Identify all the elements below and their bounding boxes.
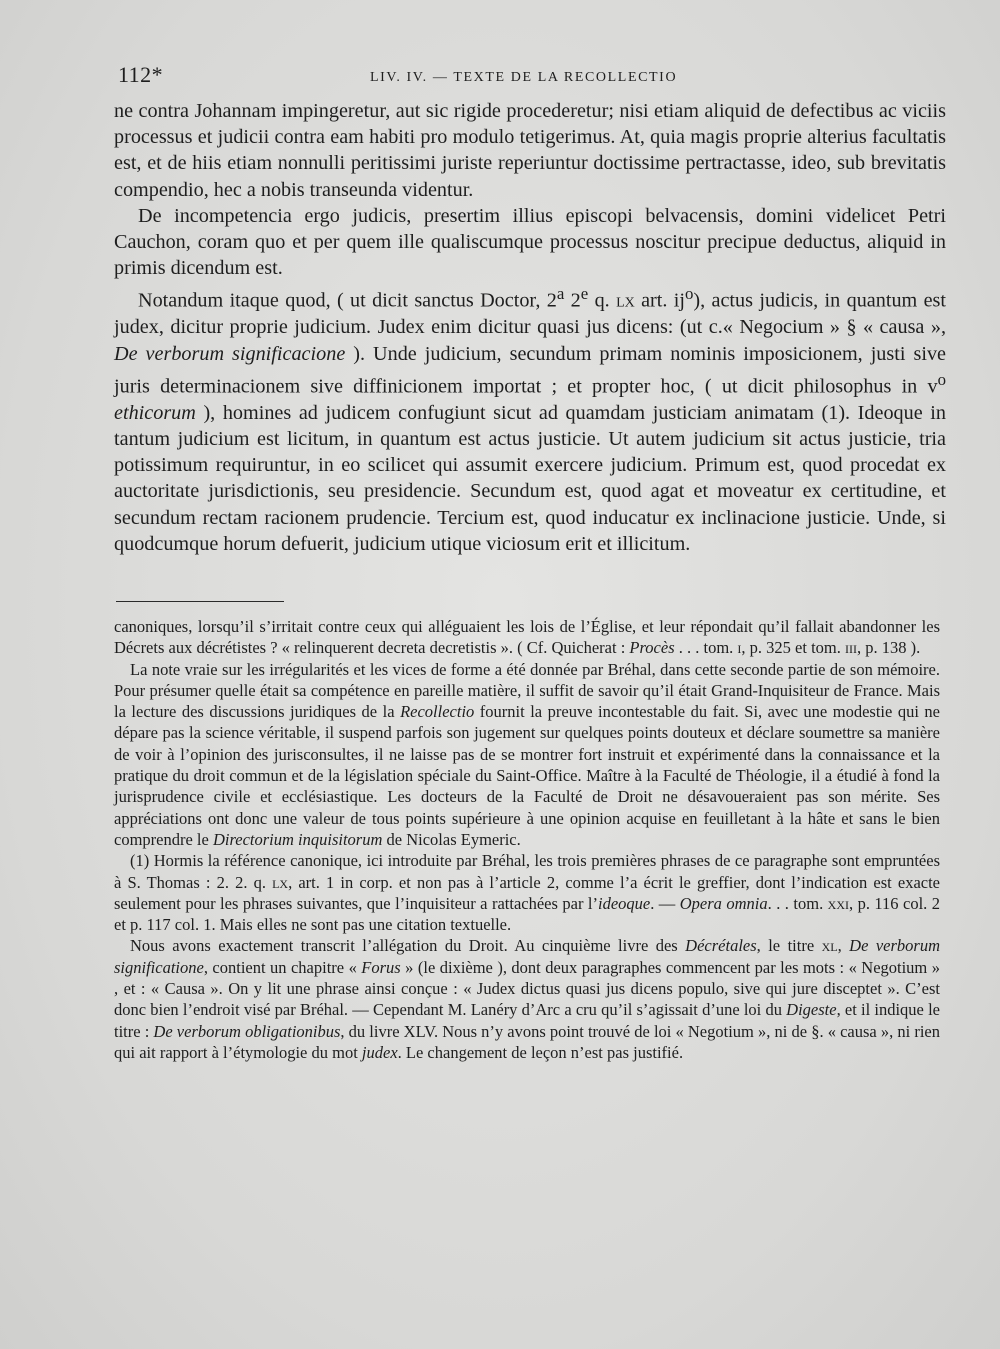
- p3-text: ). Unde judicium, secundum primam nominis imposicionem, justi sive juris determinacionem sive diffinicionem importat ; et propter hoc, ( ut dicit philosophus in v: [114, 342, 946, 398]
- p3-roman-numeral: lx: [616, 290, 635, 313]
- note-italic: Digeste: [786, 1000, 837, 1020]
- page-number: 112*: [118, 62, 164, 87]
- note-text: » (le dixième ), dont deux paragraphes commencent par les mots : « Negotium » , et : « Causa ». On y lit une phrase ainsi conçue : « Judex dictus quasi jus dicens populo, sive qui jure disceptet ». C’est donc bien l’endroit visé par Bréhal. — Cependant M. Lanéry d’Arc a cru qu’il s’agissait d’une loi du: [114, 957, 940, 1020]
- note-italic: Procès: [629, 638, 675, 658]
- note-text: . . . tom.: [674, 638, 738, 658]
- note-text: Nous avons exactement transcrit l’allégation du Droit. Au cinquième livre des: [130, 936, 686, 956]
- note-text: , contient un chapitre «: [203, 957, 362, 977]
- note-text: , art. 1 in corp. et non pas à l’article 2, comme l’a écrit le greffier, dont l’indication est exacte seulement pour les phrases suivantes, que l’inquisiteur a rattachées par l’: [114, 872, 940, 913]
- note-italic: Opera omnia: [679, 893, 768, 913]
- main-paragraph-2-text: De incompetencia ergo judicis, presertim illius episcopi belvacensis, domini videlicet Petri Cauchon, coram quo et per quem ille qualiscumque processus noscitur precipue deductus, aliquid in primis dicendum est.: [114, 204, 946, 280]
- footnote-divider: [116, 601, 284, 602]
- footnote-continuation: [114, 616, 940, 659]
- note-text: . Le changement de leçon n’est pas justifié.: [397, 1042, 684, 1062]
- note-italic: De verborum significatione: [114, 936, 941, 977]
- p3-text: ), homines ad judicem confugiunt sicut ad quamdam justiciam animatam (1). Ideoque in tantum judicium est licitum, in quantum est actus justicie. Ut autem judicium sit actus justicie, tria potissimum requiruntur, in eo scilicet qui assumit exercere judicium. Primum est, quod procedat ex auctoritate jurisdictionis, seu presidencie. Secundum est, quod agat et moveatur ex certitudine, et secundum rectam racionem prudencie. Tercium est, quod inducatur ex inclinacione justicie. Unde, si quodcumque horum defuerit, judicium utique viciosum erit et illicitum.: [114, 401, 946, 555]
- note-italic: De verborum obligationibus: [153, 1021, 341, 1041]
- main-text: [114, 98, 946, 557]
- footnote-paragraph: [114, 935, 940, 1063]
- p3-superscript: a: [556, 284, 565, 304]
- note-italic: Forus: [361, 957, 401, 977]
- note-italic: Recollectio: [400, 702, 475, 722]
- note-text: fournit la preuve incontestable du fait. Si, avec une modestie qui ne dépare pas la science véritable, il suspend parfois son jugement sur quelques points douteux et déclare soumettre sa manière de voir à l’opinion des jurisconsultes, il ne laisse pas de se montrer fort instruit et expérimenté dans la connaissance et la pratique du droit commun et de la législation spéciale du Saint-Office. Maître à la Faculté de Théologie, il a étudié à fond la jurisprudence civile et ecclésiastique. Les docteurs de la Faculté de Droit ne désavoueraient pas son mérite. Ses appréciations ont donc une valeur de tous points supérieure à une opinion acquise en feuilletant à la hâte et sans le bien comprendre le: [114, 702, 941, 849]
- p3-italic: De verborum significacione: [114, 342, 346, 365]
- main-paragraph-2: [114, 203, 946, 282]
- note-italic: ideoque: [597, 893, 651, 913]
- note-italic: Décrétales: [685, 936, 757, 956]
- p3-text: 2: [564, 290, 581, 313]
- note-text: , le titre: [756, 936, 822, 956]
- p3-superscript: o: [684, 284, 694, 304]
- note-roman-numeral: xl: [821, 936, 838, 956]
- p3-text: q.: [588, 290, 617, 313]
- note-text: , et il indique le titre :: [114, 1000, 940, 1041]
- p3-superscript: o: [937, 369, 946, 389]
- p3-text: ), actus judicis, in quantum est judex, dicitur proprie judicium. Judex enim dicitur quasi jus dicens: (ut c.« Negocium » § « causa »,: [114, 290, 947, 339]
- note-text: . —: [650, 893, 680, 913]
- note-roman-numeral: lx: [272, 872, 289, 892]
- note-text: ,: [837, 936, 850, 956]
- main-paragraph-1-text: ne contra Johannam impingeretur, aut sic rigide procederetur; nisi etiam aliquid de defectibus ac viciis processus et judicii contra eam habiti pro modulo tetigerimus. At, quia magis proprie alterius facultatis est, et de hiis etiam nonnulli peritissimi juriste reperiuntur doctissime pertractasse, ideo, sub brevitatis compendio, hec a nobis transeunda videntur.: [114, 100, 946, 201]
- footnote-paragraph: [114, 659, 940, 851]
- running-head: LIV. IV. — TEXTE DE LA RECOLLECTIO: [370, 70, 678, 85]
- note-roman-numeral: xxi: [827, 893, 849, 913]
- footnotes: [114, 616, 940, 1063]
- note-text: . . . tom.: [767, 893, 828, 913]
- note-roman-numeral: i: [737, 638, 742, 658]
- main-paragraph-3: [114, 281, 946, 557]
- note-text: , du livre XLV. Nous n’y avons point trouvé de loi « Negotium », ni de §. « causa », ni rien qui ait rapport à l’étymologie du mot: [114, 1021, 940, 1062]
- note-text: , p. 138 ).: [857, 638, 921, 658]
- note-italic: Directorium inquisitorum: [212, 829, 383, 849]
- page-header: [118, 58, 930, 88]
- main-paragraph-1: [114, 98, 946, 203]
- note-text: (1) Hormis la référence canonique, ici introduite par Bréhal, les trois premières phrases de ce paragraphe sont empruntées à S. Thomas : 2. 2. q.: [114, 851, 940, 892]
- note-text: La note vraie sur les irrégularités et les vices de forme a été donnée par Bréhal, dans cette seconde partie de son mémoire. Pour présumer quelle était sa compétence en pareille matière, il suffit de savoir qu’il était Grand-Inquisiteur de France. Mais la lecture des discussions juridiques de la: [114, 659, 940, 722]
- p3-italic: ethicorum: [114, 401, 196, 424]
- p3-text: art. ij: [634, 290, 685, 313]
- note-text: canoniques, lorsqu’il s’irritait contre ceux qui alléguaient les lois de l’Église, et leur répondait qu’il fallait abandonner les Décrets aux décrétistes ? « relinquerent decreta decretistis ». ( Cf. Quicherat :: [114, 617, 940, 658]
- note-roman-numeral: iii: [845, 638, 857, 658]
- p3-text: Notandum itaque quod, ( ut dicit sanctus Doctor, 2: [138, 290, 557, 313]
- footnote-1: [114, 850, 940, 935]
- note-text: de Nicolas Eymeric.: [382, 829, 521, 849]
- note-text: , p. 116 col. 2 et p. 117 col. 1. Mais elles ne sont pas une citation textuelle.: [114, 893, 940, 935]
- p3-superscript: e: [580, 284, 589, 304]
- note-text: , p. 325 et tom.: [741, 638, 845, 658]
- note-italic: judex: [361, 1042, 398, 1062]
